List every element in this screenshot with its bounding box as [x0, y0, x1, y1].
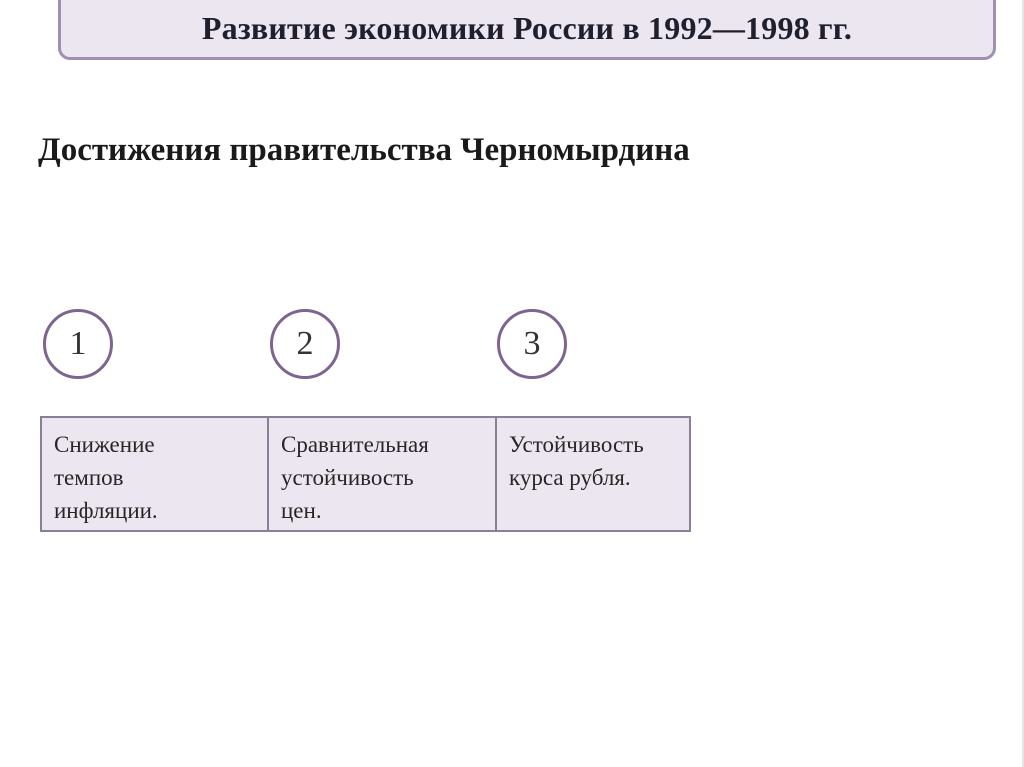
- card-text-line: Устойчивость: [509, 432, 644, 457]
- card-text-line: Сравнительная: [281, 432, 429, 457]
- card-text-line: цен.: [281, 498, 322, 523]
- achievements-table: [40, 416, 691, 532]
- slide-title: Развитие экономики России в 1992—1998 гг.: [201, 10, 853, 46]
- card-text-line: курса рубля.: [509, 465, 631, 490]
- slide-subtitle: Достижения правительства Черномырдина: [38, 132, 690, 168]
- achievement-card-3: [497, 418, 689, 530]
- title-banner: [58, 0, 996, 60]
- achievement-card-1: [42, 418, 269, 530]
- card-text-line: темпов: [54, 465, 124, 490]
- card-text-line: инфляции.: [54, 498, 158, 523]
- step-number-2: 2: [270, 309, 340, 379]
- step-number-1: 1: [43, 309, 113, 379]
- card-text-line: устойчивость: [281, 465, 414, 490]
- card-text-line: Снижение: [54, 432, 155, 457]
- achievement-card-2: [269, 418, 497, 530]
- step-number-3: 3: [497, 309, 567, 379]
